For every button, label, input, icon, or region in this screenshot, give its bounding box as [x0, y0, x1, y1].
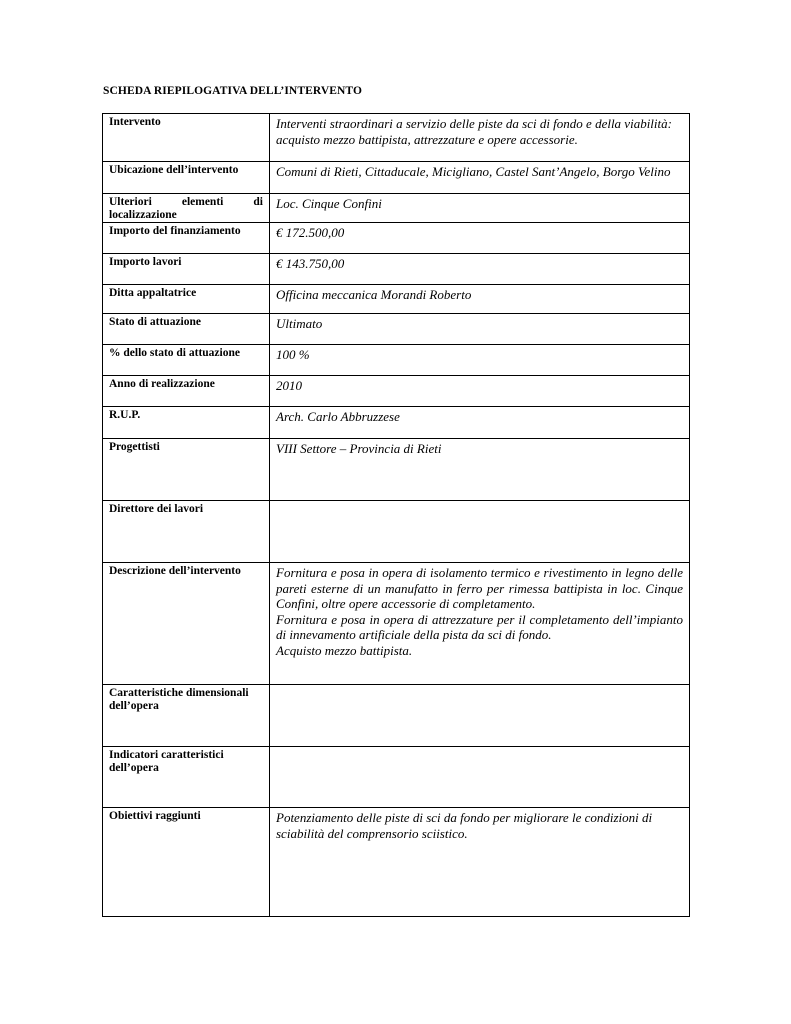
table-row-rup	[103, 407, 690, 439]
table-row-direttore	[103, 501, 690, 563]
table-row-finanziamento	[103, 223, 690, 254]
table-row-importo-lavori	[103, 254, 690, 285]
row-value	[270, 685, 690, 747]
row-label: Intervento	[103, 114, 270, 162]
row-value: Potenziamento delle piste di sci da fondo per migliorare le condizioni di sciabilità del comprensorio sciistico.	[270, 808, 690, 917]
row-value	[270, 501, 690, 563]
row-label: Direttore dei lavori	[103, 501, 270, 563]
row-value: Comuni di Rieti, Cittaducale, Micigliano, Castel Sant’Angelo, Borgo Velino	[270, 162, 690, 194]
row-value: Loc. Cinque Confini	[270, 194, 690, 223]
table-row-percentuale	[103, 345, 690, 376]
row-label: Obiettivi raggiunti	[103, 808, 270, 917]
description-paragraph: Fornitura e posa in opera di attrezzature per il completamento dell’impianto di innevamento artificiale della pista da sci di fondo.	[276, 611, 683, 642]
table-row-descrizione	[103, 563, 690, 685]
row-label: Importo lavori	[103, 254, 270, 285]
row-value: Officina meccanica Morandi Roberto	[270, 285, 690, 314]
row-value: € 172.500,00	[270, 223, 690, 254]
row-value: 2010	[270, 376, 690, 407]
table-row-obiettivi	[103, 808, 690, 917]
row-value	[270, 563, 690, 685]
table-row-intervento	[103, 114, 690, 162]
row-label: Importo del finanziamento	[103, 223, 270, 254]
row-value	[270, 747, 690, 808]
row-value: 100 %	[270, 345, 690, 376]
table-row-ubicazione	[103, 162, 690, 194]
row-label: Anno di realizzazione	[103, 376, 270, 407]
row-label: % dello stato di attuazione	[103, 345, 270, 376]
table-row-caratteristiche	[103, 685, 690, 747]
row-label: Ditta appaltatrice	[103, 285, 270, 314]
row-label: Indicatori caratteristici dell’opera	[103, 747, 270, 808]
row-value: Interventi straordinari a servizio delle piste da sci di fondo e della viabilità: acquisto mezzo battipista, attrezzature e opere accessorie.	[270, 114, 690, 162]
description-paragraph: Fornitura e posa in opera di isolamento termico e rivestimento in legno delle pareti esterne di un manufatto in ferro per rimessa battipista in loc. Cinque Confini, oltre opere accessorie di completamento.	[276, 565, 683, 611]
table-row-stato	[103, 314, 690, 345]
row-label: R.U.P.	[103, 407, 270, 439]
table-row-ditta	[103, 285, 690, 314]
table-row-anno	[103, 376, 690, 407]
table-row-indicatori	[103, 747, 690, 808]
table-row-progettisti	[103, 439, 690, 501]
summary-table	[102, 113, 690, 917]
row-label: Ubicazione dell’intervento	[103, 162, 270, 194]
description-paragraph: Acquisto mezzo battipista.	[276, 642, 413, 658]
row-label: Ulteriori elementi di localizzazione	[103, 194, 270, 223]
row-value: VIII Settore – Provincia di Rieti	[270, 439, 690, 501]
row-label: Caratteristiche dimensionali dell’opera	[103, 685, 270, 747]
row-label: Stato di attuazione	[103, 314, 270, 345]
row-value: Ultimato	[270, 314, 690, 345]
row-value: € 143.750,00	[270, 254, 690, 285]
table-row-localizzazione	[103, 194, 690, 223]
row-label: Progettisti	[103, 439, 270, 501]
document-title: SCHEDA RIEPILOGATIVA DELL’INTERVENTO	[103, 85, 363, 97]
row-value: Arch. Carlo Abbruzzese	[270, 407, 690, 439]
row-label: Descrizione dell’intervento	[103, 563, 270, 685]
